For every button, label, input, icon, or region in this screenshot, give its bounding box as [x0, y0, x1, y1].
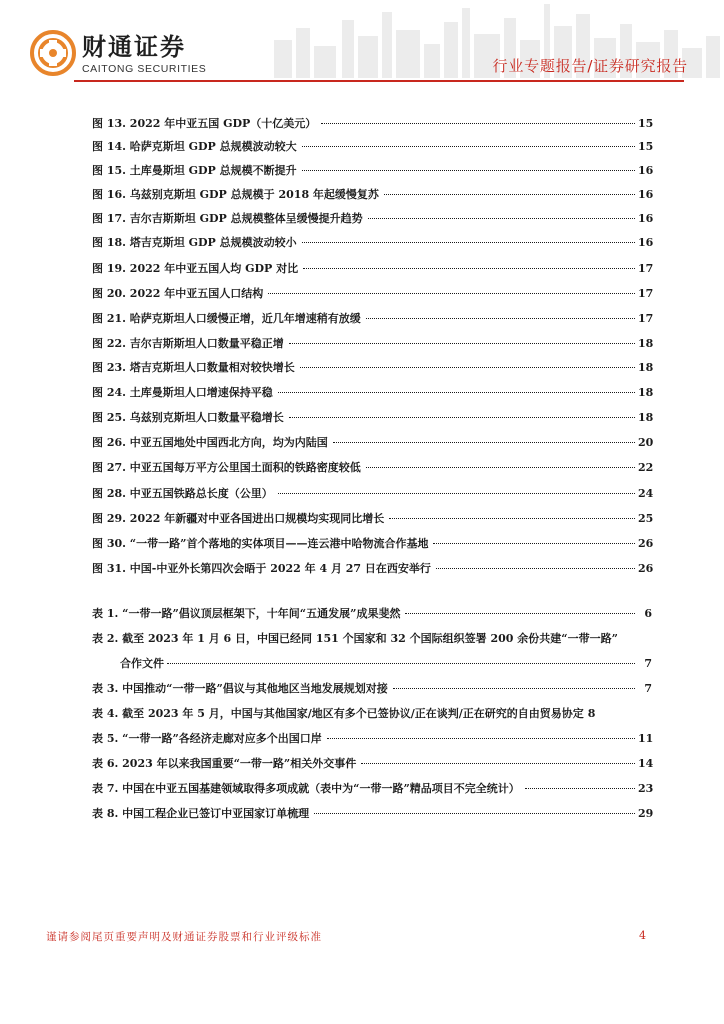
toc-entry-page: 6 — [644, 607, 652, 620]
dot-leader — [405, 613, 635, 614]
dot-leader — [278, 493, 635, 494]
toc-entry-label: 图 22. 吉尔吉斯斯坦人口数量平稳正增 — [92, 337, 284, 350]
toc-figure-entry[interactable] — [92, 209, 652, 229]
toc-entry-page: 7 — [644, 657, 652, 670]
dot-leader — [303, 268, 635, 269]
toc-entry-label: 图 29. 2022 年新疆对中亚各国进出口规模均实现同比增长 — [92, 512, 385, 525]
dot-leader — [289, 417, 635, 418]
toc-entry-label: 图 21. 哈萨克斯坦人口缓慢正增，近几年增速稍有放缓 — [92, 312, 361, 325]
toc-entry-label: 图 14. 哈萨克斯坦 GDP 总规模波动较大 — [92, 140, 297, 153]
toc-entry-label: 图 25. 乌兹别克斯坦人口数量平稳增长 — [92, 411, 284, 424]
toc-entry-page: 24 — [638, 487, 654, 500]
toc-entry-page: 29 — [638, 807, 654, 820]
toc-entry-label: 图 17. 吉尔吉斯斯坦 GDP 总规模整体呈缓慢提升趋势 — [92, 212, 363, 225]
toc-entry-label: 表 5. “一带一路”各经济走廊对应多个出国口岸 — [92, 732, 322, 745]
dot-leader — [525, 788, 635, 789]
toc-figure-entry[interactable] — [92, 509, 652, 529]
toc-entry-page: 20 — [638, 436, 654, 449]
toc-entry-page: 23 — [638, 782, 654, 795]
toc-entry-page: 15 — [638, 117, 654, 130]
toc-figure-entry[interactable] — [92, 534, 652, 554]
toc-entry-label: 图 30. “一带一路”首个落地的实体项目——连云港中哈物流合作基地 — [92, 537, 429, 550]
dot-leader — [384, 194, 635, 195]
toc-entry-page: 18 — [638, 337, 654, 350]
toc-entry-label: 表 4. 截至 2023 年 5 月，中国与其他国家/地区有多个已签协议/正在谈判/正在研究的自由贸易协定 — [92, 707, 584, 720]
toc-figure-entry[interactable] — [92, 458, 652, 478]
dot-leader — [268, 293, 635, 294]
toc-entry-label: 图 26. 中亚五国地处中国西北方向，均为内陆国 — [92, 436, 328, 449]
toc-entry-label: 图 18. 塔吉克斯坦 GDP 总规模波动较小 — [92, 236, 297, 249]
toc-entry-label: 表 6. 2023 年以来我国重要“一带一路”相关外交事件 — [92, 757, 357, 770]
toc-entry-page: 25 — [638, 512, 654, 525]
toc-figure-entry[interactable] — [92, 114, 652, 134]
toc-figure-entry[interactable] — [92, 334, 652, 354]
toc-entry-page: 15 — [638, 140, 654, 153]
toc-figure-entry[interactable] — [92, 284, 652, 304]
toc-figure-entry[interactable] — [92, 185, 652, 205]
toc-figure-entry[interactable] — [92, 259, 652, 279]
toc-table-entry[interactable] — [92, 679, 652, 699]
toc-entry-label: 图 13. 2022 年中亚五国 GDP（十亿美元） — [92, 117, 317, 130]
toc-figure-entry[interactable] — [92, 233, 652, 253]
report-type-label: 行业专题报告/证券研究报告 — [492, 57, 688, 75]
toc-table-entry-continuation[interactable] — [120, 654, 652, 674]
dot-leader — [289, 343, 635, 344]
toc-figure-entry[interactable] — [92, 358, 652, 378]
toc-entry-page: 8 — [587, 707, 596, 720]
toc-table-entry[interactable] — [92, 779, 652, 799]
toc-entry-label: 表 1. “一带一路”倡议顶层框架下，十年间“五通发展”成果斐然 — [92, 607, 401, 620]
toc-entry-label: 图 23. 塔吉克斯坦人口数量相对较快增长 — [92, 361, 295, 374]
toc-entry-label: 图 28. 中亚五国铁路总长度（公里） — [92, 487, 273, 500]
dot-leader — [436, 568, 635, 569]
logo-english-name: CAITONG SECURITIES — [82, 63, 207, 75]
toc-entry-page: 26 — [638, 537, 654, 550]
dot-leader — [433, 543, 635, 544]
toc-entry-page: 16 — [638, 236, 654, 249]
dot-leader — [393, 688, 635, 689]
toc-entry-page: 14 — [638, 757, 654, 770]
toc-entry-page: 18 — [638, 411, 654, 424]
toc-entry-label: 图 20. 2022 年中亚五国人口结构 — [92, 287, 264, 300]
dot-leader — [366, 318, 635, 319]
toc-figure-entry[interactable] — [92, 433, 652, 453]
dot-leader — [314, 813, 635, 814]
dot-leader — [361, 763, 635, 764]
toc-figure-entry[interactable] — [92, 484, 652, 504]
toc-table-entry[interactable] — [92, 629, 652, 649]
dot-leader — [302, 170, 635, 171]
toc-entry-page: 18 — [638, 386, 654, 399]
toc-entry-page: 11 — [638, 732, 654, 745]
dot-leader — [278, 392, 635, 393]
toc-entry-label: 图 24. 土库曼斯坦人口增速保持平稳 — [92, 386, 273, 399]
toc-entry-label: 表 7. 中国在中亚五国基建领域取得多项成就（表中为“一带一路”精品项目不完全统计） — [92, 782, 520, 795]
dot-leader — [302, 242, 635, 243]
toc-entry-page: 7 — [644, 682, 652, 695]
toc-table-entry[interactable] — [92, 704, 652, 724]
toc-entry-page: 17 — [638, 287, 654, 300]
toc-entry-page: 26 — [638, 562, 654, 575]
toc-table-entry[interactable] — [92, 804, 652, 824]
toc-figure-entry[interactable] — [92, 309, 652, 329]
toc-entry-page: 17 — [638, 312, 654, 325]
page-number: 4 — [639, 929, 646, 942]
toc-entry-page: 16 — [638, 188, 654, 201]
toc-entry-page: 22 — [638, 461, 654, 474]
toc-entry-label: 图 27. 中亚五国每万平方公里国土面积的铁路密度较低 — [92, 461, 361, 474]
dot-leader — [300, 367, 635, 368]
dot-leader — [327, 738, 635, 739]
toc-table-entry[interactable] — [92, 754, 652, 774]
toc-entry-label: 图 15. 土库曼斯坦 GDP 总规模不断提升 — [92, 164, 297, 177]
dot-leader — [321, 123, 635, 124]
toc-entry-page: 17 — [638, 262, 654, 275]
toc-figure-entry[interactable] — [92, 161, 652, 181]
toc-entry-page: 16 — [638, 164, 654, 177]
toc-entry-page: 18 — [638, 361, 654, 374]
dot-leader — [167, 663, 635, 664]
toc-entry-label: 图 16. 乌兹别克斯坦 GDP 总规模于 2018 年起缓慢复苏 — [92, 188, 379, 201]
toc-figure-entry[interactable] — [92, 137, 652, 157]
toc-entry-label: 合作文件 — [120, 657, 164, 670]
toc-entry-label: 表 3. 中国推动“一带一路”倡议与其他地区当地发展规划对接 — [92, 682, 388, 695]
toc-entry-label: 图 19. 2022 年中亚五国人均 GDP 对比 — [92, 262, 299, 275]
dot-leader — [366, 467, 635, 468]
dot-leader — [368, 218, 635, 219]
toc-table-entry[interactable] — [92, 729, 652, 749]
dot-leader — [302, 146, 635, 147]
toc-entry-page: 16 — [638, 212, 654, 225]
dot-leader — [333, 442, 635, 443]
toc-table-entry[interactable] — [92, 604, 652, 624]
toc-entry-label: 表 8. 中国工程企业已签订中亚国家订单梳理 — [92, 807, 310, 820]
toc-figure-entry[interactable] — [92, 559, 652, 579]
toc-entry-label: 表 2. 截至 2023 年 1 月 6 日，中国已经同 151 个国家和 32 个国际组织签署 200 余份共建“一带一路” — [92, 632, 618, 645]
toc-entry-label: 图 31. 中国-中亚外长第四次会晤于 2022 年 4 月 27 日在西安举行 — [92, 562, 431, 575]
toc-figure-entry[interactable] — [92, 383, 652, 403]
logo-chinese-name: 财通证券 — [82, 33, 186, 61]
dot-leader — [389, 518, 635, 519]
footer-disclaimer: 谨请参阅尾页重要声明及财通证券股票和行业评级标准 — [46, 931, 322, 943]
toc-figure-entry[interactable] — [92, 408, 652, 428]
